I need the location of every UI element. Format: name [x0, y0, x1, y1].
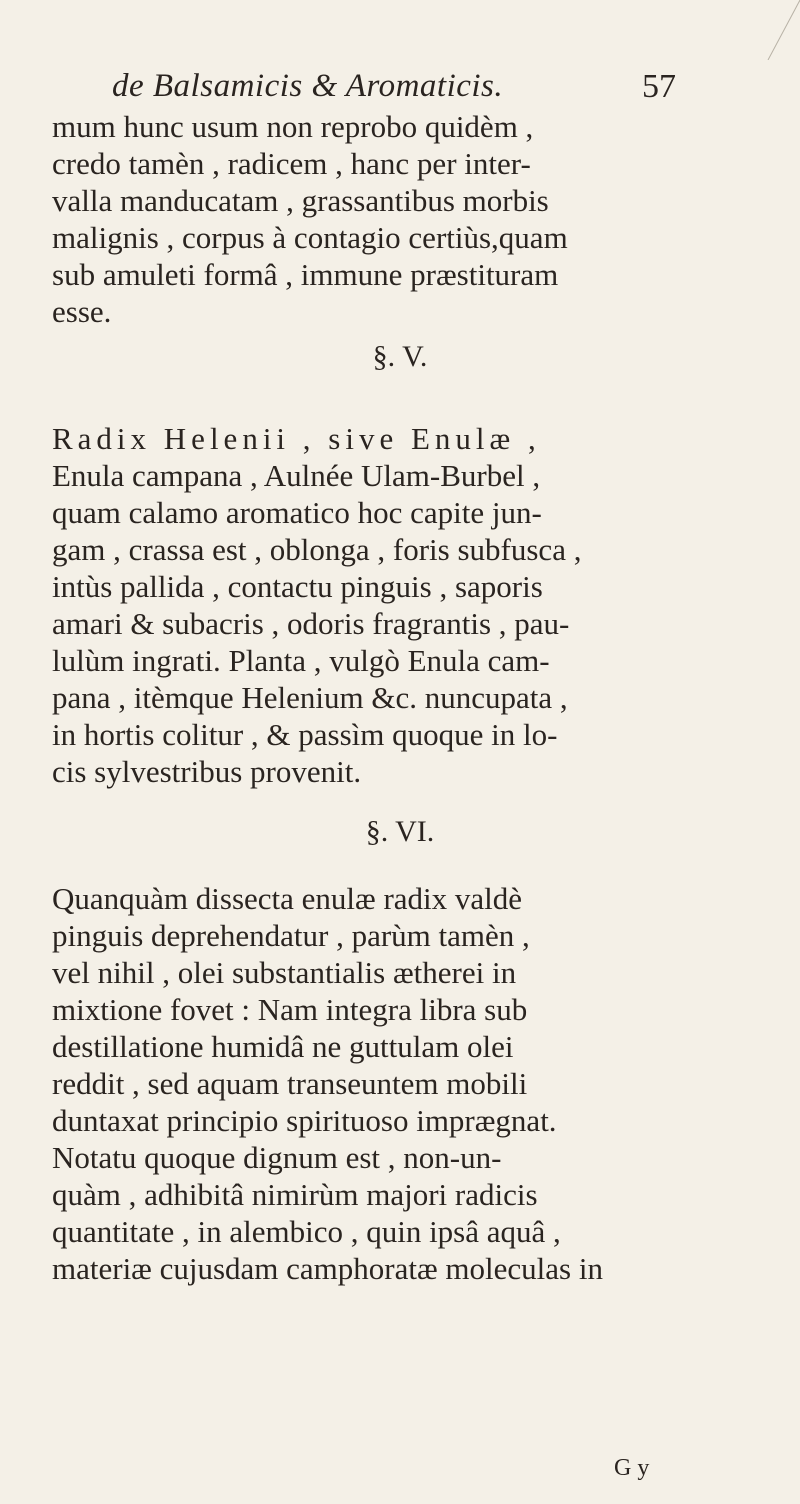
- section-heading-6: §. VI.: [365, 815, 435, 848]
- text-line: materiæ cujusdam camphoratæ moleculas in: [52, 1251, 603, 1286]
- text-line: reddit , sed aquam transeuntem mobili: [52, 1066, 528, 1101]
- text-line: quam calamo aromatico hoc capite jun-: [52, 495, 542, 530]
- page-number: 57: [642, 68, 676, 105]
- text-line: mixtione fovet : Nam integra libra sub: [52, 992, 528, 1027]
- text-line: Enula campana , Aulnée Ulam-Burbel ,: [52, 458, 541, 493]
- text-line: valla manducatam , grassantibus morbis: [52, 183, 549, 218]
- text-line: malignis , corpus à contagio certiùs,quam: [52, 220, 568, 255]
- text-line: esse.: [52, 294, 112, 329]
- text-line: lulùm ingrati. Planta , vulgò Enula cam-: [52, 643, 550, 678]
- text-line: destillatione humidâ ne guttulam olei: [52, 1029, 514, 1064]
- text-line: amari & subacris , odoris fragrantis , pau-: [52, 606, 570, 641]
- paragraph-enula-distillation: [52, 880, 752, 1287]
- text-line: cis sylvestribus provenit.: [52, 754, 362, 789]
- text-line-content: Radix Helenii , sive Enulæ ,: [52, 421, 541, 456]
- text-line: vel nihil , olei substantialis ætherei in: [52, 955, 517, 990]
- paragraph-radix-helenii: [52, 420, 752, 790]
- text-line: mum hunc usum non reprobo quidèm ,: [52, 109, 534, 144]
- text-line: Quanquàm dissecta enulæ radix valdè: [52, 881, 523, 916]
- catchword-signature: G y: [614, 1455, 650, 1481]
- running-title: de Balsamicis & Aromaticis.: [112, 68, 504, 104]
- text-line: duntaxat principio spirituoso imprægnat.: [52, 1103, 557, 1138]
- text-line: in hortis colitur , & passìm quoque in lo-: [52, 717, 558, 752]
- text-line: [52, 420, 752, 457]
- paragraph-continuation: [52, 108, 752, 330]
- text-line: pinguis deprehendatur , parùm tamèn ,: [52, 918, 530, 953]
- text-line: sub amuleti formâ , immune præstituram: [52, 257, 559, 292]
- text-line: quàm , adhibitâ nimirùm majori radicis: [52, 1177, 538, 1212]
- text-line: quantitate , in alembico , quin ipsâ aquâ ,: [52, 1214, 561, 1249]
- text-line: pana , itèmque Helenium &c. nuncupata ,: [52, 680, 568, 715]
- text-line: Notatu quoque dignum est , non-un-: [52, 1140, 502, 1175]
- text-line: intùs pallida , contactu pinguis , saporis: [52, 569, 543, 604]
- page-edge-line: [760, 0, 800, 60]
- text-line: gam , crassa est , oblonga , foris subfusca ,: [52, 532, 582, 567]
- section-heading-5: §. V.: [372, 340, 428, 373]
- text-line: credo tamèn , radicem , hanc per inter-: [52, 146, 531, 181]
